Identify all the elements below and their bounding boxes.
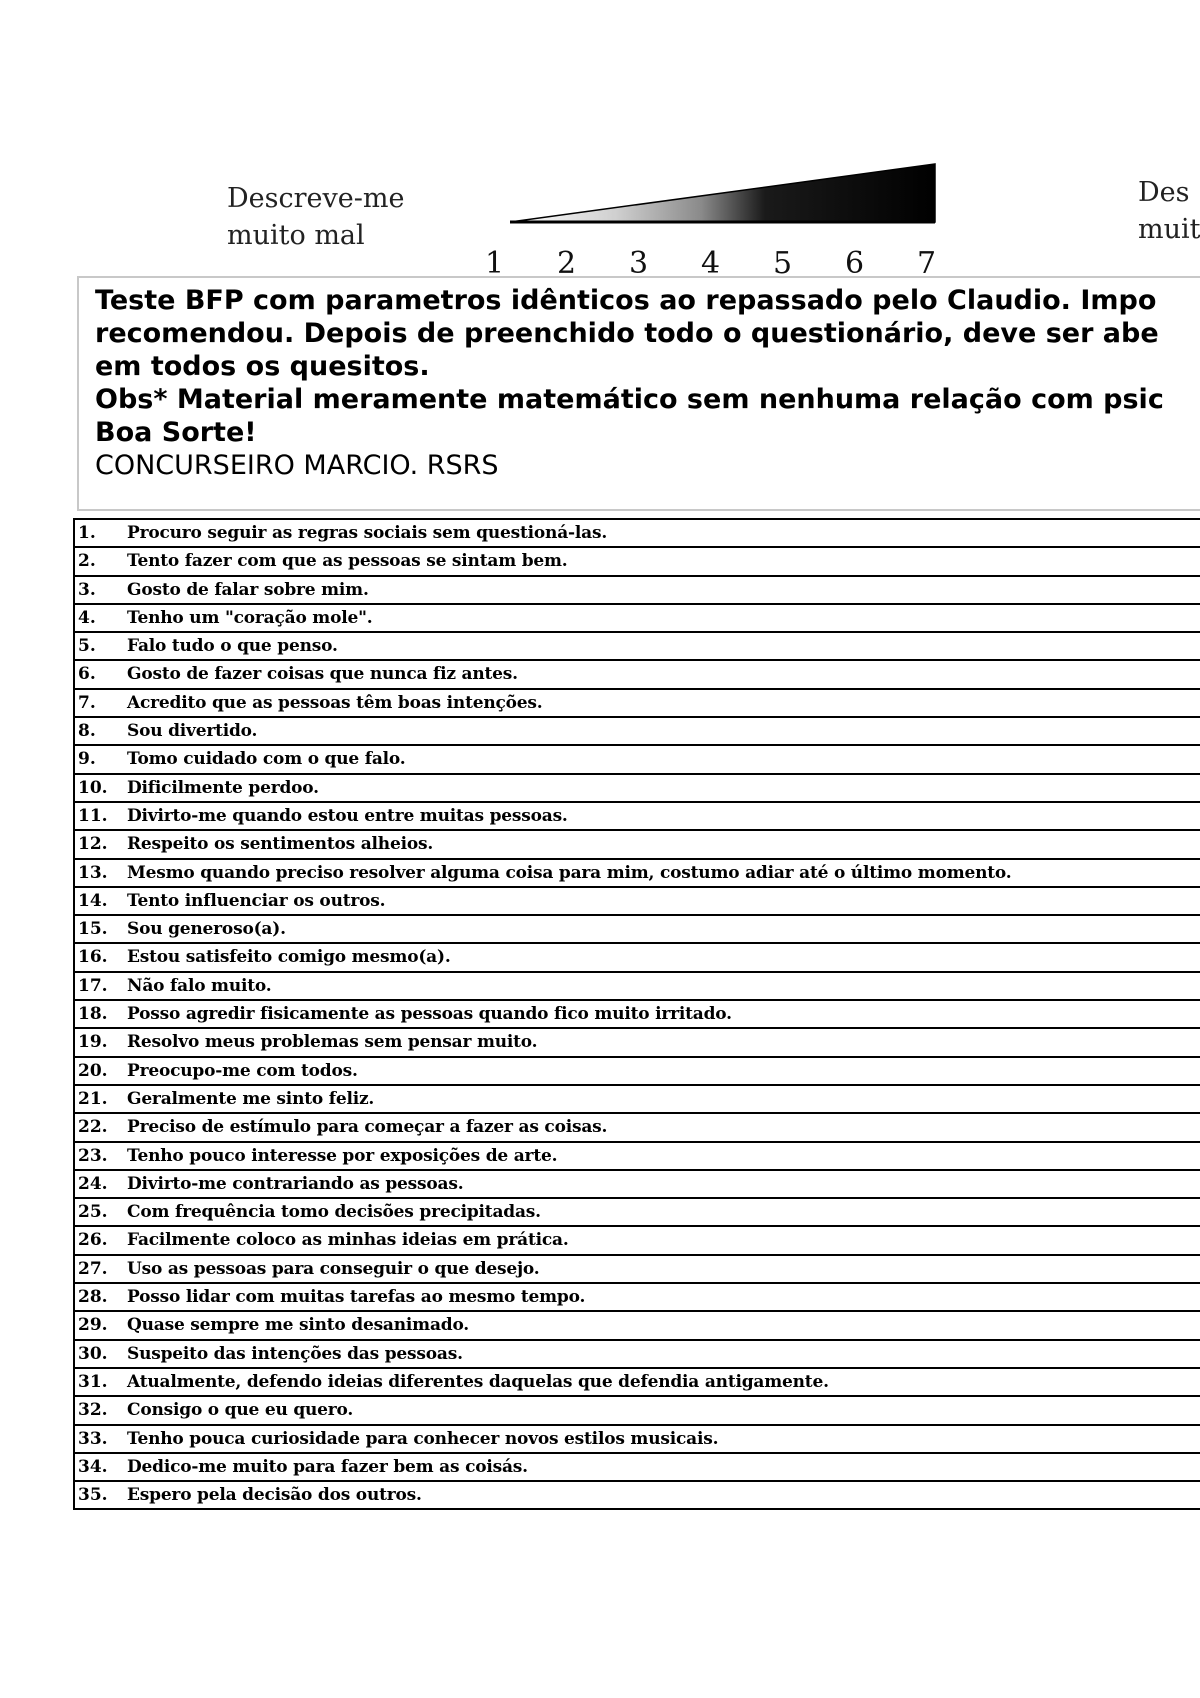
table-row [75, 1143, 1200, 1171]
question-number: 26. [78, 1230, 108, 1251]
table-row [75, 1341, 1200, 1369]
table-row [75, 1001, 1200, 1029]
question-text: Preocupo-me com todos. [127, 1060, 358, 1081]
question-number: 9. [78, 749, 96, 770]
question-text: Sou generoso(a). [127, 919, 286, 940]
table-row [75, 1227, 1200, 1255]
question-number: 2. [78, 551, 96, 572]
question-text: Tento influenciar os outros. [127, 890, 386, 911]
table-row [75, 1256, 1200, 1284]
question-number: 13. [78, 862, 108, 883]
table-row [75, 690, 1200, 718]
scale-wedge-graphic [510, 160, 940, 230]
question-text: Estou satisfeito comigo mesmo(a). [127, 947, 451, 968]
table-row [75, 577, 1200, 605]
table-row [75, 1058, 1200, 1086]
question-text: Divirto-me contrariando as pessoas. [127, 1173, 464, 1194]
instructions-line: recomendou. Depois de preenchido todo o questionário, deve ser abe [95, 318, 1159, 349]
question-number: 25. [78, 1202, 108, 1223]
question-number: 5. [78, 636, 96, 657]
scale-number: 7 [917, 246, 937, 281]
question-text: Geralmente me sinto feliz. [127, 1088, 375, 1109]
table-row [75, 1029, 1200, 1057]
question-number: 17. [78, 975, 108, 996]
question-number: 12. [78, 834, 108, 855]
question-number: 8. [78, 721, 96, 742]
question-number: 33. [78, 1428, 108, 1449]
question-text: Tomo cuidado com o que falo. [127, 749, 406, 770]
table-row [75, 520, 1200, 548]
question-number: 19. [78, 1032, 108, 1053]
question-text: Tenho pouco interesse por exposições de arte. [127, 1145, 558, 1166]
question-text: Dedico-me muito para fazer bem as coisás. [127, 1456, 528, 1477]
instructions-text [95, 284, 1164, 482]
question-number: 1. [78, 523, 96, 543]
question-number: 3. [78, 579, 96, 600]
scale-number: 1 [485, 246, 505, 281]
question-text: Suspeito das intenções das pessoas. [127, 1343, 463, 1364]
scale-left-label: Descreve-me muito mal [227, 183, 405, 251]
table-row [75, 718, 1200, 746]
scale-number: 3 [629, 246, 649, 281]
table-row [75, 1199, 1200, 1227]
table-row [75, 1171, 1200, 1199]
question-text: Divirto-me quando estou entre muitas pessoas. [127, 805, 568, 826]
table-row [75, 548, 1200, 576]
question-number: 31. [78, 1371, 108, 1392]
question-number: 18. [78, 1004, 108, 1025]
table-row [75, 860, 1200, 888]
question-text: Com frequência tomo decisões precipitadas. [127, 1202, 541, 1223]
question-text: Gosto de falar sobre mim. [127, 579, 369, 600]
question-number: 34. [78, 1456, 108, 1477]
question-text: Preciso de estímulo para começar a fazer as coisas. [127, 1117, 608, 1138]
table-row [75, 1482, 1200, 1510]
question-number: 28. [78, 1287, 108, 1308]
instructions-box [77, 276, 1200, 511]
question-text: Atualmente, defendo ideias diferentes daquelas que defendia antigamente. [127, 1371, 829, 1392]
question-number: 4. [78, 607, 96, 628]
table-row [75, 1284, 1200, 1312]
question-text: Consigo o que eu quero. [127, 1400, 354, 1421]
table-row [75, 944, 1200, 972]
question-number: 16. [78, 947, 108, 968]
table-row [75, 973, 1200, 1001]
question-text: Posso agredir fisicamente as pessoas quando fico muito irritado. [127, 1004, 732, 1025]
question-text: Procuro seguir as regras sociais sem questioná-las. [127, 523, 608, 543]
instructions-line: Obs* Material meramente matemático sem nenhuma relação com psic [95, 384, 1164, 415]
instructions-line: Teste BFP com parametros idênticos ao repassado pelo Claudio. Impo [95, 285, 1157, 316]
table-row [75, 661, 1200, 689]
question-text: Sou divertido. [127, 721, 258, 742]
question-number: 20. [78, 1060, 108, 1081]
question-number: 15. [78, 919, 108, 940]
table-row [75, 1397, 1200, 1425]
question-number: 29. [78, 1315, 108, 1336]
instructions-line: em todos os quesitos. [95, 351, 430, 382]
table-row [75, 605, 1200, 633]
table-row [75, 888, 1200, 916]
question-number: 11. [78, 805, 108, 826]
scale-number: 6 [845, 246, 865, 281]
table-row [75, 1426, 1200, 1454]
question-text: Não falo muito. [127, 975, 272, 996]
table-row [75, 831, 1200, 859]
question-text: Posso lidar com muitas tarefas ao mesmo tempo. [127, 1287, 586, 1308]
question-number: 7. [78, 692, 96, 713]
instructions-line: CONCURSEIRO MARCIO. RSRS [95, 450, 499, 481]
table-row [75, 775, 1200, 803]
question-number: 35. [78, 1485, 108, 1506]
scale-number: 4 [701, 246, 721, 281]
question-text: Acredito que as pessoas têm boas intenções. [127, 692, 543, 713]
table-row [75, 633, 1200, 661]
rating-scale [165, 100, 1200, 280]
question-text: Uso as pessoas para conseguir o que desejo. [127, 1258, 540, 1279]
questions-table [73, 518, 1200, 1510]
question-text: Tento fazer com que as pessoas se sintam bem. [127, 551, 568, 572]
instructions-line: Boa Sorte! [95, 417, 257, 448]
question-number: 27. [78, 1258, 108, 1279]
table-row [75, 1114, 1200, 1142]
question-number: 6. [78, 664, 96, 685]
table-row [75, 916, 1200, 944]
question-text: Gosto de fazer coisas que nunca fiz antes. [127, 664, 518, 685]
question-number: 10. [78, 777, 108, 798]
question-number: 23. [78, 1145, 108, 1166]
question-text: Quase sempre me sinto desanimado. [127, 1315, 470, 1336]
question-number: 14. [78, 890, 108, 911]
question-text: Facilmente coloco as minhas ideias em prática. [127, 1230, 569, 1251]
table-row [75, 1454, 1200, 1482]
question-text: Espero pela decisão dos outros. [127, 1485, 422, 1506]
scale-number: 2 [557, 246, 577, 281]
question-text: Dificilmente perdoo. [127, 777, 319, 798]
scale-right-label: Des muit [1138, 177, 1200, 245]
table-row [75, 1086, 1200, 1114]
table-row [75, 1312, 1200, 1340]
question-number: 21. [78, 1088, 108, 1109]
scale-number: 5 [773, 246, 793, 281]
question-text: Mesmo quando preciso resolver alguma coisa para mim, costumo adiar até o último momento. [127, 862, 1012, 883]
question-number: 30. [78, 1343, 108, 1364]
table-row [75, 1369, 1200, 1397]
table-row [75, 803, 1200, 831]
table-row [75, 746, 1200, 774]
question-text: Respeito os sentimentos alheios. [127, 834, 434, 855]
question-number: 32. [78, 1400, 108, 1421]
question-number: 24. [78, 1173, 108, 1194]
question-text: Resolvo meus problemas sem pensar muito. [127, 1032, 538, 1053]
question-text: Tenho pouca curiosidade para conhecer novos estilos musicais. [127, 1428, 719, 1449]
question-number: 22. [78, 1117, 108, 1138]
question-text: Tenho um "coração mole". [127, 607, 373, 628]
question-text: Falo tudo o que penso. [127, 636, 338, 657]
